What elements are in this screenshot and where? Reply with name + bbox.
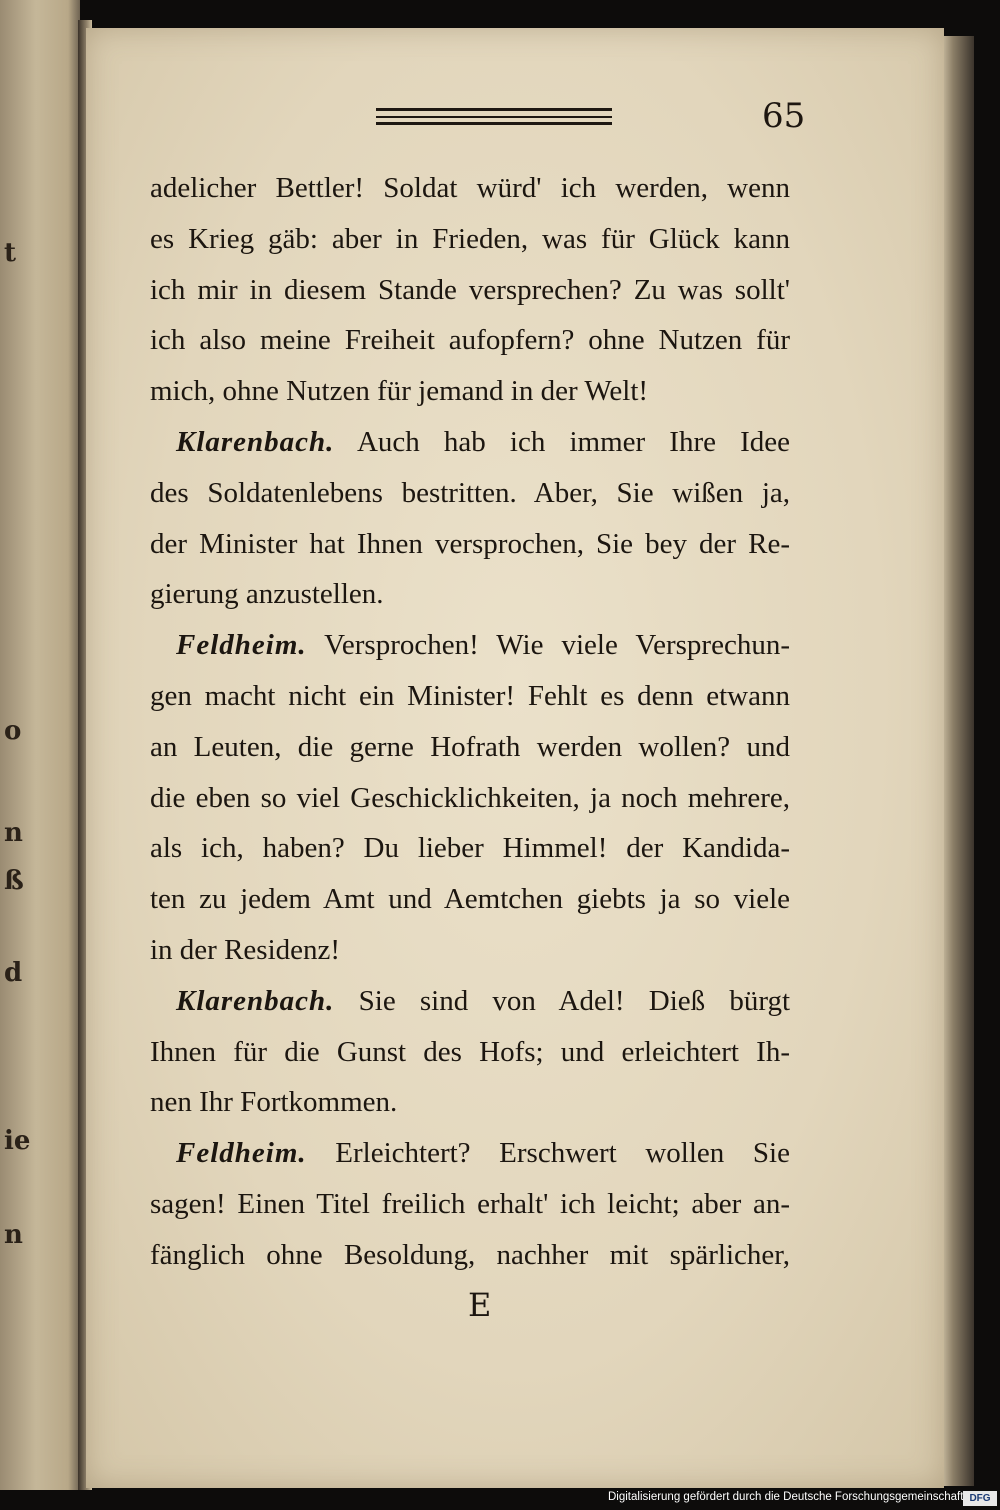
page-number: 65 (762, 96, 806, 136)
line-text: Auch hab ich immer Ihre Idee (356, 426, 790, 458)
text-line (150, 781, 790, 814)
left-page-fragment: n (4, 818, 23, 848)
left-page-fragment: d (4, 958, 23, 988)
line-text: ich also meine Freiheit aufopfern? ohne Nutzen für (150, 324, 790, 357)
text-line (150, 527, 790, 560)
text-line (150, 1190, 790, 1219)
text-line (150, 222, 790, 255)
line-text: Sie sind von Adel! Dieß bürgt (358, 984, 791, 1017)
line-text: an Leuten, die gerne Hofrath werden wollen? und (150, 730, 790, 763)
line-text: ich mir in diesem Stande versprechen? Zu was sollt' (150, 273, 790, 306)
line-text: als ich, haben? Du lieber Himmel! der Kandida- (150, 832, 790, 865)
line-text: des Soldatenlebens bestritten. Aber, Sie wißen ja, (150, 476, 790, 509)
line-text: fänglich ohne Besoldung, nachher mit spärlicher, (150, 1238, 790, 1271)
signature-mark: E (468, 1286, 492, 1324)
speaker-name: Klarenbach. (176, 984, 335, 1017)
text-line (176, 428, 790, 457)
line-text: gen macht nicht ein Minister! Fehlt es denn etwann (150, 680, 790, 712)
header-rule (376, 116, 612, 118)
speaker-name: Feldheim. (176, 629, 307, 662)
line-text: ten zu jedem Amt und Aemtchen giebts ja so viele (150, 883, 790, 916)
text-line (150, 273, 790, 306)
line-text: sagen! Einen Titel freilich erhalt' ich leicht; aber an- (150, 1188, 790, 1220)
line-text: es Krieg gäb: aber in Frieden, was für Glück kann (150, 222, 790, 255)
left-page-fragment: n (4, 1220, 23, 1250)
left-page-fragment: ß (4, 866, 24, 896)
line-text: Ihnen für die Gunst des Hofs; und erleichtert Ih- (150, 1035, 790, 1068)
line-text: in der Residenz! (150, 934, 341, 966)
line-text: nen Ihr Fortkommen. (150, 1086, 398, 1119)
text-line (150, 377, 790, 406)
text-line (150, 885, 790, 914)
page-stack-edge (944, 36, 974, 1486)
text-line (150, 730, 790, 763)
text-line (150, 1238, 790, 1271)
line-text: der Minister hat Ihnen versprochen, Sie bey der Re- (150, 527, 790, 560)
line-text: adelicher Bettler! Soldat würd' ich werden, wenn (150, 172, 790, 204)
text-line (150, 682, 790, 711)
text-line (150, 174, 790, 203)
text-line (150, 580, 790, 609)
line-text: die eben so viel Geschicklichkeiten, ja noch mehrere, (150, 781, 790, 814)
left-page-fragment: o (4, 716, 22, 746)
line-text: Versprochen! Wie viele Versprechun- (324, 629, 790, 662)
left-page-fragment: ie (4, 1126, 31, 1156)
left-page-edge (0, 0, 80, 1490)
header-rule (376, 108, 612, 111)
text-line (150, 1035, 790, 1068)
text-line (150, 936, 790, 965)
line-text: gierung anzustellen. (150, 578, 384, 611)
text-line (150, 1088, 790, 1117)
header-rule (376, 122, 612, 125)
line-text: Erleichtert? Erschwert wollen Sie (335, 1137, 790, 1170)
text-line (176, 1139, 790, 1168)
digitization-credit: Digitalisierung gefördert durch die Deutsche Forschungsgemeinschaft (608, 1491, 964, 1503)
dfg-logo-icon: DFG (963, 1491, 997, 1506)
speaker-name: Feldheim. (176, 1137, 307, 1170)
text-line (176, 984, 791, 1017)
text-line (150, 326, 790, 355)
speaker-name: Klarenbach. (176, 426, 335, 458)
text-line (150, 476, 790, 509)
text-line (150, 834, 790, 863)
left-page-fragment: t (4, 238, 17, 268)
line-text: mich, ohne Nutzen für jemand in der Welt! (150, 375, 649, 408)
text-line (176, 631, 790, 660)
